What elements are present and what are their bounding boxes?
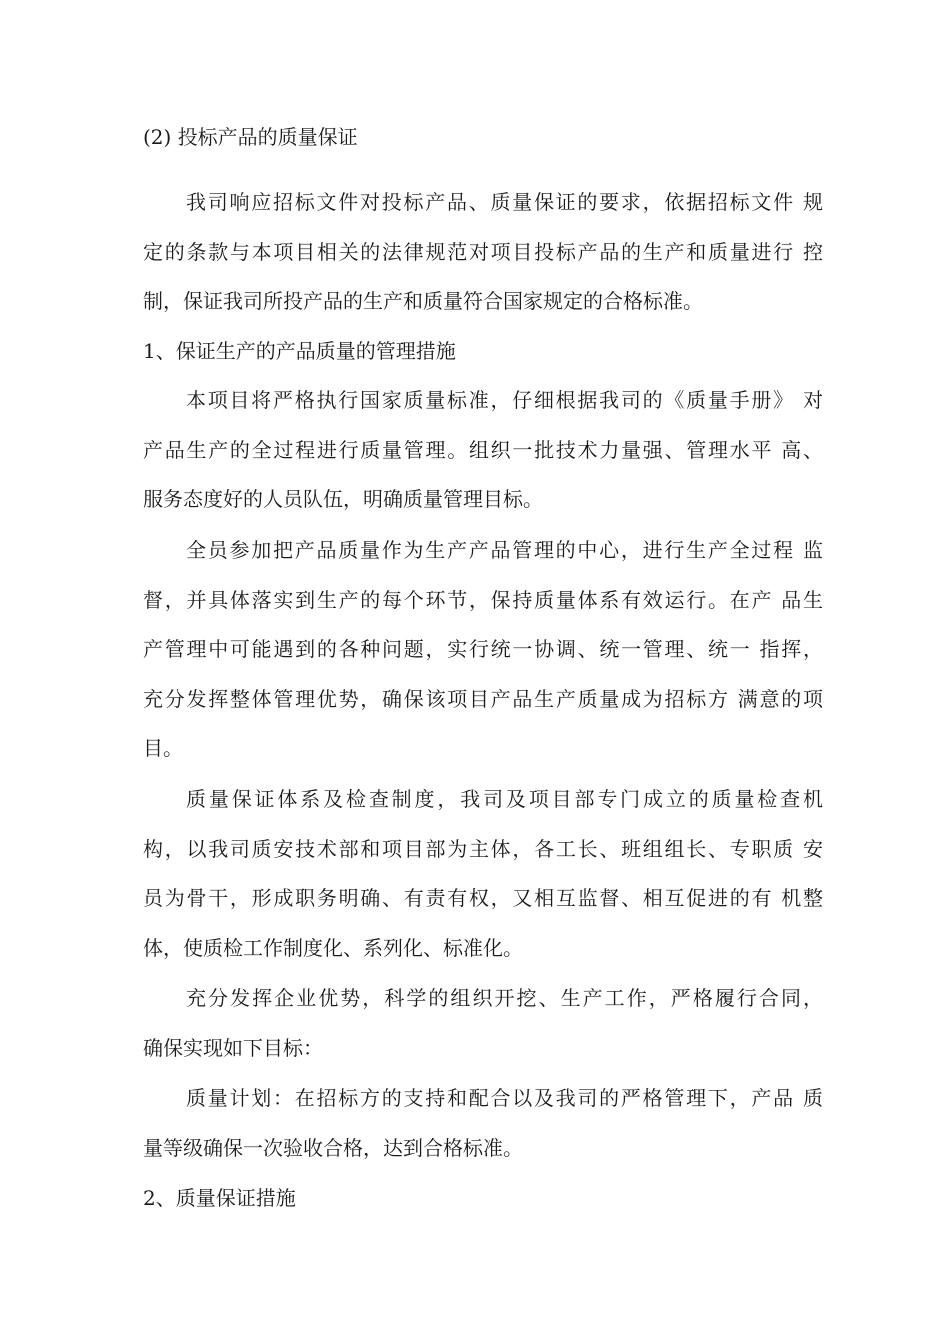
paragraph-2-line-1: 本项目将严格执行国家质量标准，仔细根据我司的《质量手册》 对 <box>186 388 823 412</box>
paragraph-6-line-2: 量等级确保一次验收合格，达到合格标准。 <box>143 1136 523 1160</box>
paragraph-5-line-2: 确保实现如下目标： <box>143 1036 323 1060</box>
paragraph-3-line-1: 全员参加把产品质量作为生产产品管理的中心，进行生产全过程 监 <box>186 538 823 562</box>
paragraph-2-line-2: 产品生产的全过程进行质量管理。组织一批技术力量强、管理水平 高、 <box>143 438 823 462</box>
paragraph-3-line-3: 产管理中可能遇到的各种问题，实行统一协调、统一管理、统一 指挥， <box>143 637 823 661</box>
paragraph-3-line-2: 督，并具体落实到生产的每个环节，保持质量体系有效运行。在产 品生 <box>143 588 823 612</box>
paragraph-4-line-4: 体，使质检工作制度化、系列化、标准化。 <box>143 936 523 960</box>
paragraph-4-line-2: 构，以我司质安技术部和项目部为主体，各工长、班组组长、专职质 安 <box>143 837 823 861</box>
paragraph-5-line-1: 充分发挥企业优势，科学的组织开挖、生产工作，严格履行合同， <box>186 986 823 1010</box>
paragraph-3-line-4: 充分发挥整体管理优势，确保该项目产品生产质量成为招标方 满意的项 <box>143 687 823 711</box>
heading-2: 2、质量保证措施 <box>143 1186 296 1210</box>
paragraph-4-line-1: 质量保证体系及检查制度，我司及项目部专门成立的质量检查机 <box>186 787 823 811</box>
paragraph-1-line-1: 我司响应招标文件对投标产品、质量保证的要求，依据招标文件 规 <box>186 190 823 214</box>
paragraph-1-line-2: 定的条款与本项目相关的法律规范对项目投标产品的生产和质量进行 控 <box>143 240 823 264</box>
heading-1: 1、保证生产的产品质量的管理措施 <box>143 339 456 363</box>
paragraph-1-line-3: 制，保证我司所投产品的生产和质量符合国家规定的合格标准。 <box>143 289 703 313</box>
paragraph-2-line-3: 服务态度好的人员队伍，明确质量管理目标。 <box>143 487 543 511</box>
section-subtitle: (2) 投标产品的质量保证 <box>143 125 358 149</box>
paragraph-4-line-3: 员为骨干，形成职务明确、有责有权，又相互监督、相互促进的有 机整 <box>143 886 823 910</box>
paragraph-6-line-1: 质量计划：在招标方的支持和配合以及我司的严格管理下，产品 质 <box>186 1086 823 1110</box>
paragraph-3-line-5: 目。 <box>143 736 183 760</box>
